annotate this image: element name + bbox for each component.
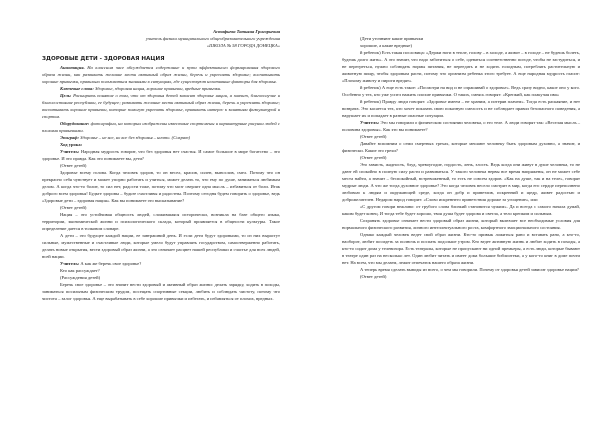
author-affiliation: учитель физики муниципального общеобразовательного учреждения — [145, 36, 280, 41]
paragraph: Давайте вспомним о семи смертных грехах, которые мешают человеку быть здоровым духовно, а значит, и физически. Какие это грехи? — [342, 141, 580, 153]
keywords-label: Ключевые слова: — [60, 86, 94, 91]
epigraph — [42, 134, 280, 141]
lesson-heading — [42, 141, 280, 148]
paragraph: Сохранять здоровье означает вести здоровый образ жизни, который включает все необходимые условия для нормального физического развития, личного интеллектуального роста, комфортного эмоционального состояния. — [342, 218, 580, 230]
paragraph: Беречь свое здоровье – это значит вести здоровый и активный образ жизни: делать зарядку, ходить в походы, заниматься посильным физическим трудом, посещать спортивные секции, любить и соблюдать чистоту, потому что чистота – залог здоровья. А еще вырабатывать в себе хорошие привычки и избегать, и избавляться от плохих, вредных. — [42, 282, 280, 301]
paragraph — [342, 119, 580, 133]
teacher-label: Учитель: — [360, 120, 380, 125]
annotation-text: На классном часе обсуждается содержание и пути эффективного формирования здорового образа жизни, как развивать желание вести активный образ жизни, беречь и укреплять здоровье; воспитывать хорошие привычки, правильно пользоваться знаниями в ситуациях, где существуют негативные факторы для здоровья. — [42, 65, 280, 84]
equipment — [42, 120, 280, 134]
paragraph — [42, 148, 280, 162]
paragraph: А дети – это будущее каждой нации, ее завтрашний день. И если дети будут здоровыми, то из них вырастут сильные, мужественные и счастливые люди, которые умело будут управлять государством, самоотверженно работать, делать новые открытия, вести здоровый образ жизни, а это означает расцвет нашей республики и счастье для всех людей, всей нации. — [42, 233, 280, 259]
teacher-label: Учитель: — [60, 261, 80, 266]
left-page — [42, 26, 280, 302]
answer-note: (Ответ детей) — [360, 274, 387, 279]
teacher-label: Учитель: — [60, 149, 80, 154]
paragraph-text: Народная мудрость говорит, что без здоровья нет счастья. И самое большое в мире богатство – это здоровье. И это правда. Как это понимаете вы, дети? — [42, 149, 280, 161]
paragraph-text: А как же беречь свое здоровье? — [80, 261, 142, 266]
intro-note: хорошие, а какие вредные) — [360, 43, 412, 48]
paragraph: «С другом говори вежливо: от грубого слова близкий становится чужим». Да и всегда с самого начала думай, каким будет конец. И тогда тебе будет хорошо, твоя душа будет здорова и светла, а тело крепким и сильным. — [342, 204, 580, 216]
paragraph: й ребенок) Есть такая пословица: «Держи ноги в тепле, голову – в холоде, а живот – в голоде – не будешь болеть, будешь долго жить». А это значит, что надо заботиться о себе, одеваться соответственно погоде, чтобы не застудиться, и не перегреться, нужно соблюдать нормы питания, не переедать и не ходить голодным, потреблять растительную и животную пищу, чтобы здоровым расти, потому что организм ребенка этого требует. А еще народная мудрость гласит: «Плохому животу и пироги вредят». — [342, 50, 580, 83]
paragraph: й ребенок) Правду люди говорят: «Здоровье имеем – не храним, а потеряв плачем». Тогда есть раскаяние, и нет возврата. Это касается тех, кто хочет показать свою показную смелость и не соблюдает правил безопасного поведения, а нарушает их и попадает в разные опасные ситуации. — [342, 99, 580, 118]
goals — [42, 92, 280, 120]
answer-note: (Ответ детей) — [60, 205, 87, 210]
intro-note: (Дети уточняют какие привычки — [360, 36, 424, 41]
right-page — [342, 26, 580, 280]
goals-text: Расширить понятие о том, что от здоровья детей зависит здоровье нации, а значит, благополучие и благосостояние республики, ее будущее; развивать желание вести активный образ жизни, беречь и укреплять здоровье; воспитывать хорошие привычки, которые помогут укрепить здоровье, прививать интерес к занятиям физкультурой и спортом. — [42, 93, 281, 119]
school-name: «ШКОЛА № 58 ГОРОДА ДОНЕЦКА» — [206, 43, 280, 48]
article-title: ЗДОРОВЫЕ ДЕТИ - ЗДОРОВАЯ НАЦИЯ — [42, 56, 165, 62]
epigraph-text: Здоровье – не все, но все без здоровья – ничто. (Сократ) — [80, 135, 191, 140]
paragraph — [42, 260, 280, 267]
paragraph: Нация – это устойчивая общность людей, сложившаяся исторически, возникла на базе общего языка, территории, экономической жизни и психологического склада, который проявляется в общности культуры. Такое определение дается в толковом словаре. — [42, 212, 280, 231]
answer-note: (Ответ детей) — [360, 155, 387, 160]
paragraph-text: Это мы говорили о физическом состоянии человека, о его теле. А люди говорят так: «Веселая мысль – половина здоровья». Как это вы понимаете? — [342, 120, 581, 132]
paragraph: Это зависть, жадность, блуд, чревоугодие, гордость, лень, злость. Ведь когда они живут в душе человека, то не дают ей спокойно в полную силу расти и развиваться. У такого человека нервы все время напряжены, он не может себе места найти, а значит – беспокойный, встревоженный, то есть не совсем здоров. «Как на душе, так и на теле», говорят мудрые люди. А что же тогда духовное здоровье? Это когда человек весело смотрит в мир, когда его сердце переполнено любовью к людям и окружающей среде, когда он добр и приветлив, искренний и щедр, живет радостью и доброжелателен. Недаром народ говорит: «Слово искреннего приветствия дороже за угощение», или — [342, 162, 580, 202]
annotation — [42, 64, 280, 85]
goals-label: Цель: — [60, 93, 72, 98]
epigraph-label: Эпиграф: — [60, 135, 80, 140]
paragraph: Кто как рассуждает? — [60, 268, 100, 273]
paragraph: А теперь время сделать выводы из всего, о чем мы говорили. Почему от здоровья детей зависит здоровье нации? — [360, 267, 579, 272]
paragraph: й ребенок) А еще есть такое: «Посмотри на вид и не спрашивай о здоровье». Ведь сразу видно, какое оно у кого. Особенно у тех, кто уже успел нажить плохие привычки. О таких, смеясь говорят: «Крепкий, как плакучая ива» — [342, 85, 580, 97]
answer-note: (Рассуждения детей) — [60, 275, 101, 280]
keywords-text: Здоровье, здоровая нация, хорошие привычки, вредные привычки. — [94, 86, 222, 91]
equipment-label: Оборудование: — [60, 121, 90, 126]
answer-note: (Ответ детей) — [60, 163, 87, 168]
paragraph: Здоровье всему голова. Когда человек здоров, то он весел, красив, силен, вынослив, смел. Потому что он прекрасно себя чувствует и может упорно работать и учиться, может делать то, что ему по душе, заниматься любимым делом. А когда что-то болит, то сил нет, радости тоже, потому что мозг сверлит одна мысль – избавиться от боли. Итак доброго всем здоровья! Будьте здоровы – будьте счастливы и радостны. Поэтому сегодня будем говорить о здоровье, ведь «Здоровые дети – здоровая нация». Как вы понимаете это высказывание? — [42, 170, 280, 203]
answer-note: (Ответ детей) — [360, 134, 387, 139]
keywords — [42, 85, 280, 92]
lesson-label: Ход урока: — [60, 142, 83, 147]
annotation-label: Аннотация. — [60, 65, 85, 70]
equipment-text: фотографии, на которых изображены известные спортсмены и карикатурные рисунки людей с плохими привычками. — [42, 121, 280, 133]
author-name: Астафьева Татьяна Григорьевна — [213, 29, 280, 34]
paragraph: Однако каждый человек ведет свой образ жизни. Кто-то привык ложиться рано и вставать рано, а кто-то, наоборот, любит посидеть за полночь и поспать подольше утром. Кто ведет активную жизнь и любит ходить в походы, а кто-то сидит дома у телевизора. Есть театралы, которые не пропускают ни одной премьеры, а есть люди, которые бывают в театре один раз на несколько лет. Один любит читать и имеет дома большие библиотеки, а у кого-то книг в доме почти нет. На всем, что мы делаем, лежит отпечаток нашего образа жизни. — [342, 232, 580, 265]
